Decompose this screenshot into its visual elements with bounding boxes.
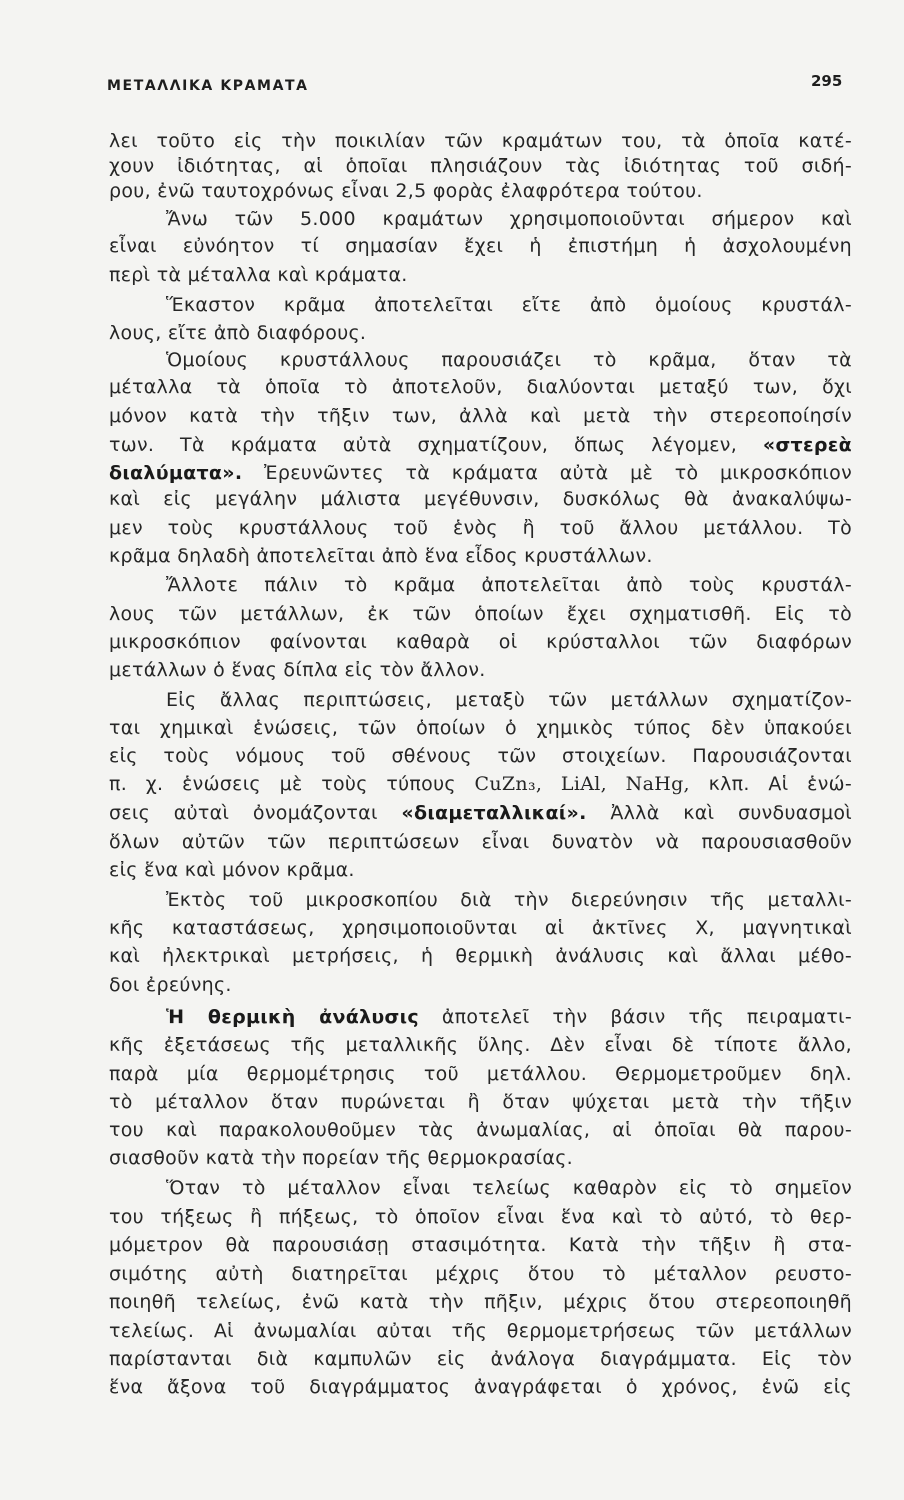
text-line: παρὰ μία θερμομέτρησις τοῦ μετάλλου. Θερμομετροῦμεν δηλ. [109, 1063, 852, 1085]
text-line [166, 1004, 852, 1030]
text-line: Ἐκτὸς τοῦ μικροσκοπίου διὰ τὴν διερεύνησιν τῆς μεταλλι- [166, 889, 852, 911]
text-line: εἰς τοὺς νόμους τοῦ σθένους τῶν στοιχείων. Παρουσιάζονται [109, 745, 852, 767]
text-run: π. χ. ἑνώσεις μὲ τοὺς τύπους [109, 773, 456, 795]
text-run: Ἀλλὰ καὶ συνδυασμοὶ [610, 802, 852, 824]
text-line: εἰς ἕνα καὶ μόνον κρᾶμα. [109, 859, 355, 881]
text-run: κλπ. Αἱ ἑνώ- [708, 773, 852, 795]
running-title: ΜΕΤΑΛΛΙΚΑ ΚΡΑΜΑΤΑ [107, 78, 309, 94]
emphasis-term: «διαμεταλλικαί». [401, 802, 587, 824]
text-line: ρου, ἐνῶ ταυτοχρόνως εἶναι 2,5 φορὰς ἐλαφρότερα τούτου. [109, 180, 703, 202]
emphasis-term: διαλύματα». [109, 462, 243, 484]
text-run: σεις αὐταὶ ὀνομάζονται [109, 802, 378, 824]
text-line: κῆς καταστάσεως, χρησιμοποιοῦνται αἱ ἀκτῖνες Χ, μαγνητικαὶ [109, 917, 852, 939]
text-line: κρᾶμα δηλαδὴ ἀποτελεῖται ἀπὸ ἕνα εἶδος κρυστάλλων. [109, 545, 653, 567]
text-line: Ὁμοίους κρυστάλλους παρουσιάζει τὸ κρᾶμα, ὅταν τὰ [166, 349, 852, 371]
text-run: ἀποτελεῖ τὴν βάσιν τῆς πειραματι- [441, 1006, 852, 1028]
text-line: του καὶ παρακολουθοῦμεν τὰς ἀνωμαλίας, αἱ ὁποῖαι θὰ παρου- [109, 1119, 852, 1141]
text-run: Ἐρευνῶντες τὰ κράματα αὐτὰ μὲ τὸ μικροσκόπιον [264, 462, 853, 484]
emphasis-term: «στερεὰ [762, 434, 852, 456]
text-line: κῆς ἐξετάσεως τῆς μεταλλικῆς ὕλης. Δὲν εἶναι δὲ τίποτε ἄλλο, [109, 1034, 852, 1056]
text-line: τελείως. Αἱ ἀνωμαλίαι αὐται τῆς θερμομετρήσεως τῶν μετάλλων [109, 1320, 852, 1342]
text-line [109, 771, 852, 797]
text-line: εἶναι εὐνόητον τί σημασίαν ἔχει ἡ ἐπιστήμη ἡ ἀσχολουμένη [109, 235, 852, 257]
text-line: παρίστανται διὰ καμπυλῶν εἰς ἀνάλογα διαγράμματα. Εἰς τὸν [109, 1348, 852, 1370]
text-line: ποιηθῆ τελείως, ἐνῶ κατὰ τὴν πῆξιν, μέχρις ὅτου στερεοποιηθῆ [109, 1291, 852, 1313]
page-number: 295 [811, 72, 843, 90]
text-line: ὅλων αὐτῶν τῶν περιπτώσεων εἶναι δυνατὸν νὰ παρουσιασθοῦν [109, 831, 852, 853]
text-line: περὶ τὰ μέταλλα καὶ κράματα. [109, 264, 408, 286]
text-line: ἕνα ἄξονα τοῦ διαγράμματος ἀναγράφεται ὁ χρόνος, ἐνῶ εἰς [109, 1376, 852, 1398]
text-line: ται χημικαὶ ἑνώσεις, τῶν ὁποίων ὁ χημικὸς τύπος δὲν ὑπακούει [109, 717, 852, 739]
text-line: καὶ ἠλεκτρικαὶ μετρήσεις, ἡ θερμικὴ ἀνάλυσις καὶ ἄλλαι μέθο- [109, 945, 852, 967]
text-line: καὶ εἰς μεγάλην μάλιστα μεγέθυνσιν, δυσκόλως θὰ ἀνακαλύψω- [109, 488, 852, 510]
text-line: μόμετρον θὰ παρουσιάσῃ στασιμότητα. Κατὰ τὴν τῆξιν ἢ στα- [109, 1234, 852, 1256]
emphasis-term: Ἡ θερμικὴ ἀνάλυσις [166, 1006, 419, 1028]
text-line: Ἄνω τῶν 5.000 κραμάτων χρησιμοποιοῦνται σήμερον καὶ [166, 208, 852, 230]
text-line: μόνον κατὰ τὴν τῆξιν των, ἀλλὰ καὶ μετὰ τὴν στερεοποίησίν [109, 405, 852, 427]
text-line: λους τῶν μετάλλων, ἐκ τῶν ὁποίων ἔχει σχηματισθῆ. Εἰς τὸ [109, 603, 852, 625]
text-line [109, 800, 852, 826]
text-line: μικροσκόπιον φαίνονται καθαρὰ οἱ κρύσταλλοι τῶν διαφόρων [109, 631, 852, 653]
text-line: μεν τοὺς κρυστάλλους τοῦ ἑνὸς ἢ τοῦ ἄλλου μετάλλου. Τὸ [109, 517, 852, 539]
text-line [109, 460, 852, 486]
text-line: Ἕκαστον κρᾶμα ἀποτελεῖται εἴτε ἀπὸ ὁμοίους κρυστάλ- [166, 294, 852, 316]
text-line: Εἰς ἄλλας περιπτώσεις, μεταξὺ τῶν μετάλλων σχηματίζον- [166, 689, 852, 711]
text-line: του τήξεως ἢ πήξεως, τὸ ὁποῖον εἶναι ἕνα καὶ τὸ αὐτό, τὸ θερ- [109, 1206, 852, 1228]
text-line: τὸ μέταλλον ὅταν πυρώνεται ἢ ὅταν ψύχεται μετὰ τὴν τῆξιν [109, 1091, 852, 1113]
text-line: μετάλλων ὁ ἕνας δίπλα εἰς τὸν ἄλλον. [109, 659, 486, 681]
text-run: των. Τὰ κράματα αὐτὰ σχηματίζουν, ὅπως λέγομεν, [109, 434, 738, 456]
text-line: Ὅταν τὸ μέταλλον εἶναι τελείως καθαρὸν εἰς τὸ σημεῖον [166, 1177, 852, 1199]
chemical-formulas: CuZn₃, LiAl, NaHg, [474, 773, 690, 795]
text-line [109, 432, 852, 458]
text-line: σιασθοῦν κατὰ τὴν πορείαν τῆς θερμοκρασίας. [109, 1147, 574, 1169]
text-line: Ἄλλοτε πάλιν τὸ κρᾶμα ἀποτελεῖται ἀπὸ τοὺς κρυστάλ- [166, 574, 852, 596]
text-line: λει τοῦτο εἰς τὴν ποικιλίαν τῶν κραμάτων του, τὰ ὁποῖα κατέ- [109, 130, 852, 152]
text-line: σιμότης αὐτὴ διατηρεῖται μέχρις ὅτου τὸ μέταλλον ρευστο- [109, 1263, 852, 1285]
text-line: δοι ἐρεύνης. [109, 974, 232, 996]
text-line: μέταλλα τὰ ὁποῖα τὸ ἀποτελοῦν, διαλύονται μεταξύ των, ὄχι [109, 376, 852, 398]
text-line: χουν ἰδιότητας, αἱ ὁποῖαι πλησιάζουν τὰς ἰδιότητας τοῦ σιδή- [109, 155, 852, 177]
text-line: λους, εἴτε ἀπὸ διαφόρους. [109, 322, 367, 344]
